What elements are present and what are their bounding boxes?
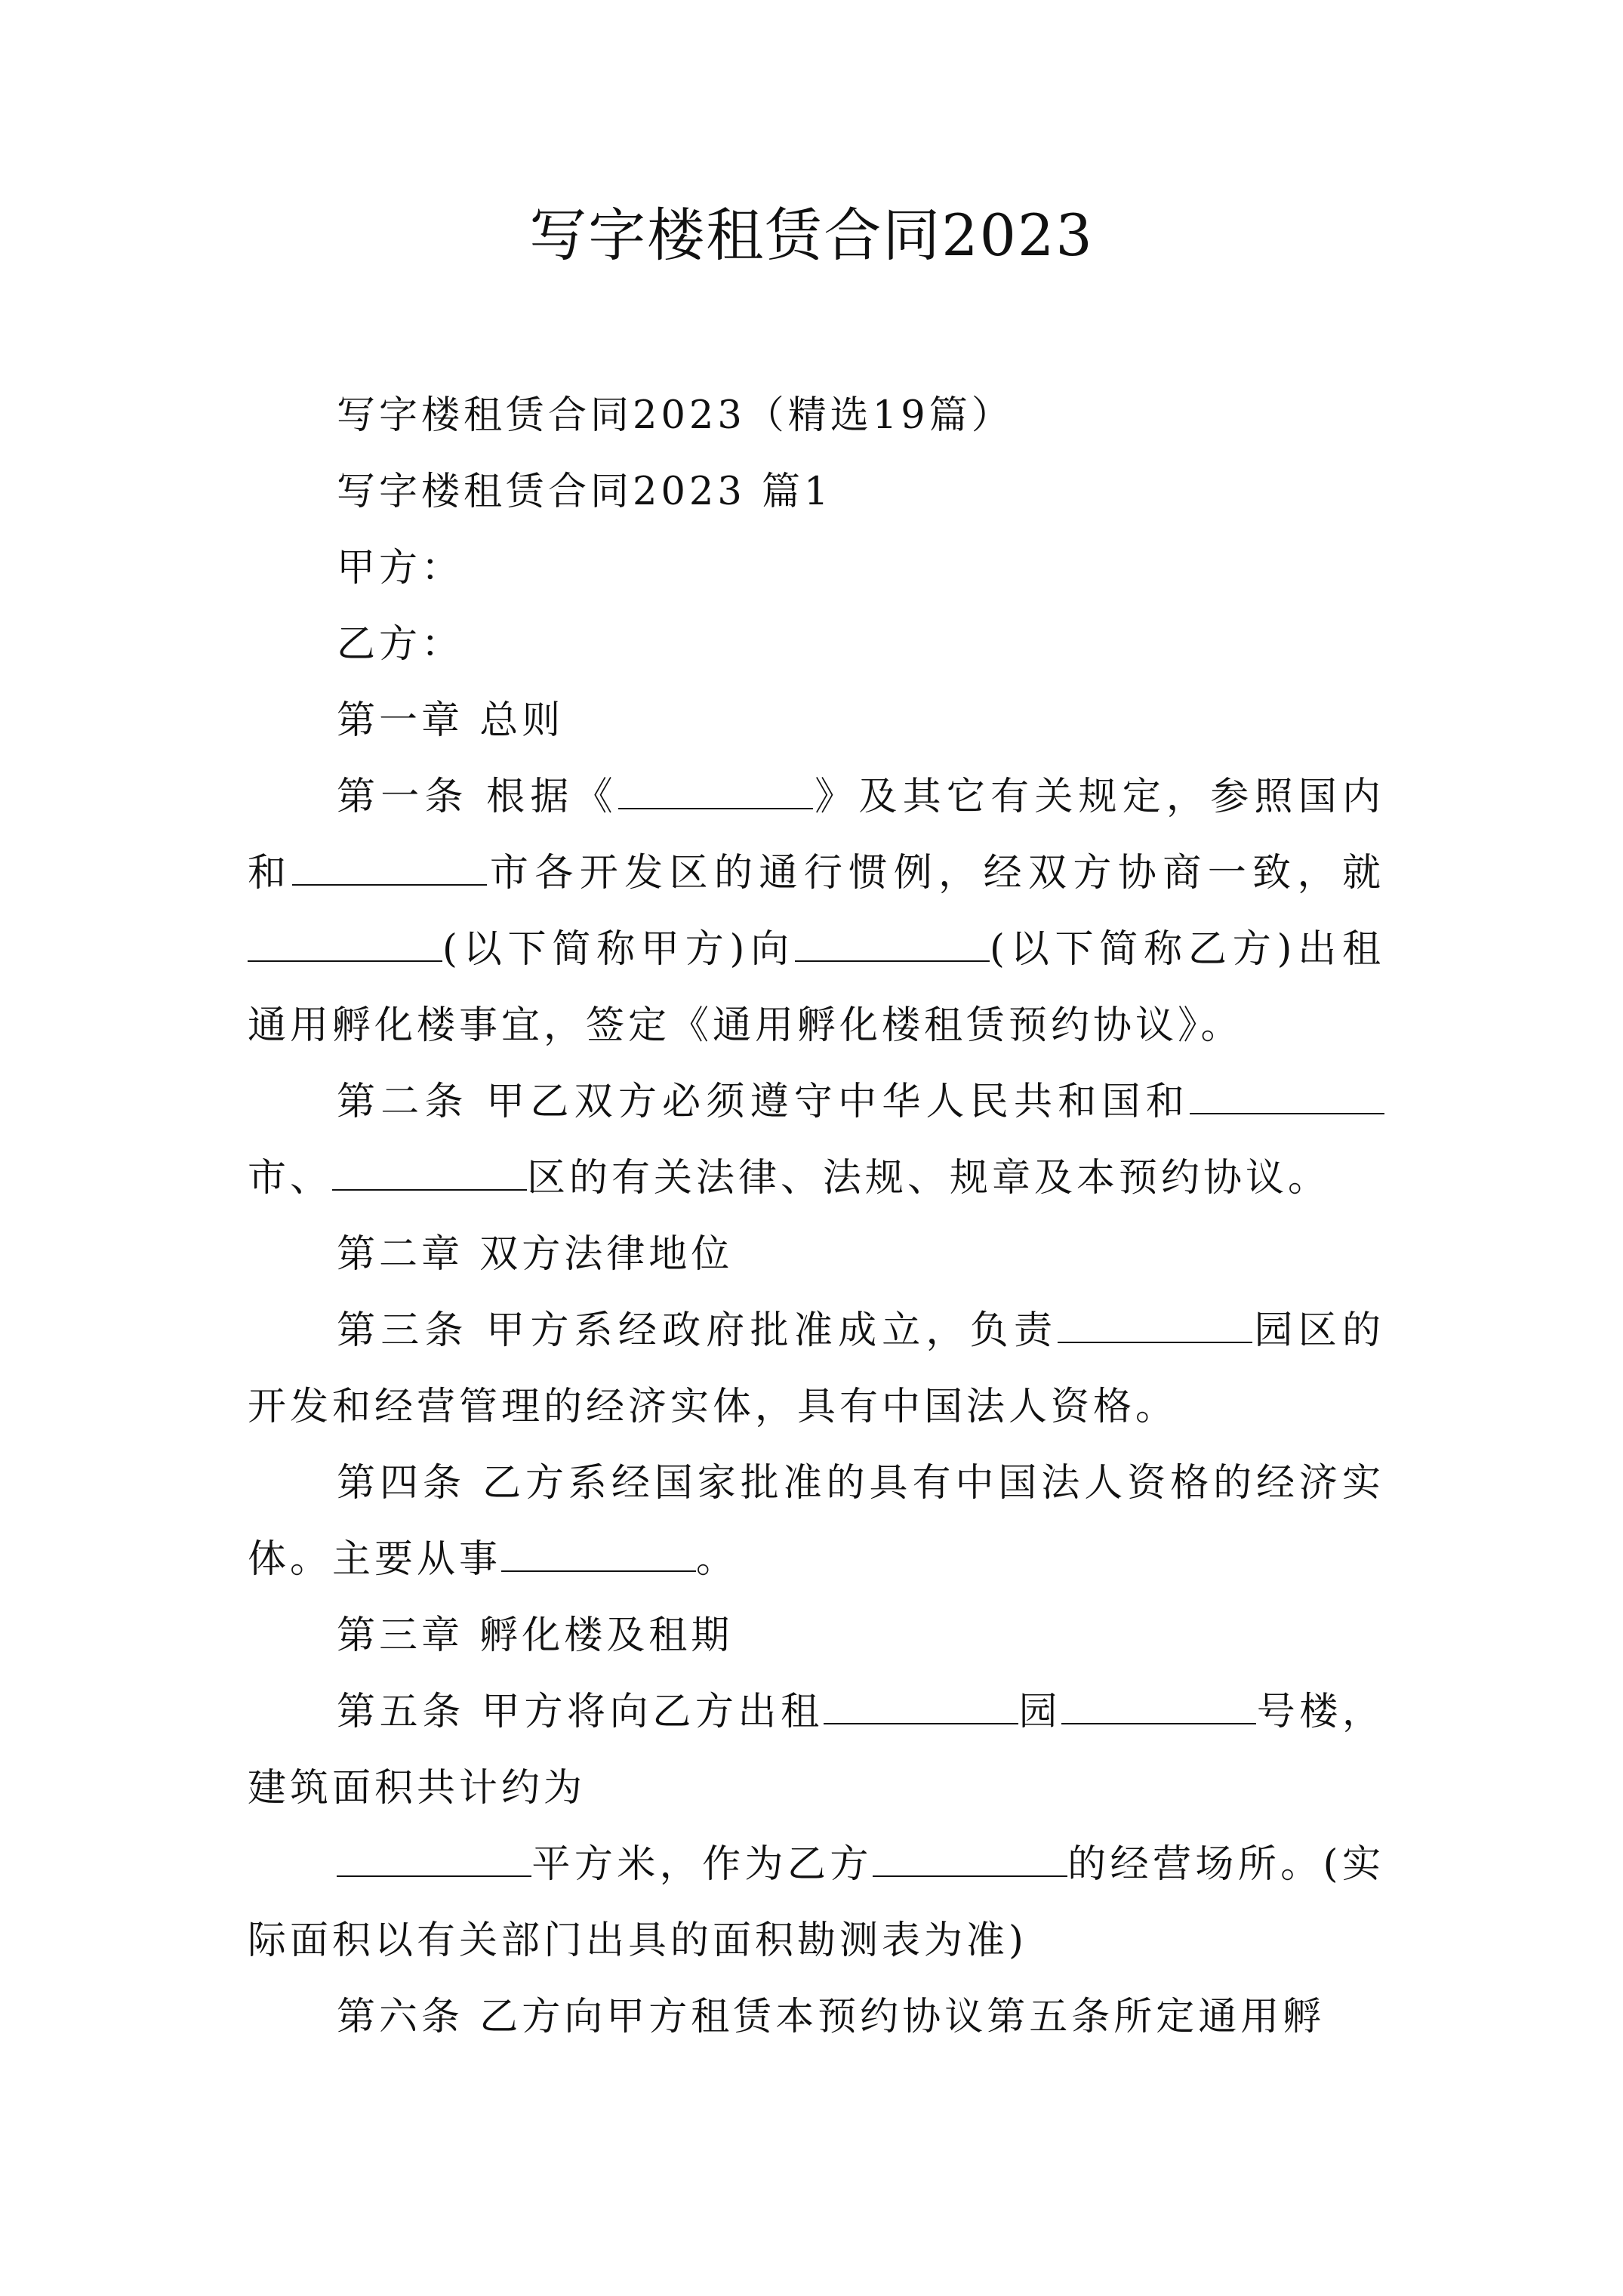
article-1-text-c: 市各开发区的通行惯例，经双方协商一致，就: [487, 851, 1384, 895]
article-5-text-b: 园: [1018, 1690, 1062, 1734]
article-heading: 写字楼租赁合同2023 篇1: [337, 470, 833, 514]
chapter-1-heading: 第一章 总则: [337, 698, 565, 743]
article-5-continued: [248, 1826, 1384, 1979]
chapter-2-heading: 第二章 双方法律地位: [337, 1232, 734, 1277]
article-3: [248, 1293, 1384, 1445]
article-2: [248, 1064, 1384, 1216]
article-5-text-a: 第五条 甲方将向乙方出租: [337, 1690, 824, 1734]
blank-line: [332, 1156, 527, 1191]
article-4-text-b: 。: [696, 1537, 739, 1582]
article-1-text-e: (以下简称乙方)出租通用孵化楼事宜，签定《通用孵化楼租赁预约协议》。: [248, 927, 1384, 1048]
party-a-line: 甲方：: [337, 546, 464, 590]
article-2-text-c: 区的有关法律、法规、规章及本预约协议。: [527, 1156, 1331, 1200]
blank-line: [824, 1690, 1018, 1724]
blank-line: [248, 927, 442, 962]
article-2-text-b: 市、: [248, 1156, 333, 1200]
article-1: [248, 759, 1384, 1064]
document-title: 写字楼租赁合同2023: [529, 202, 1094, 269]
article-3-text-b: 园区的开发和经营管理的经济实体，具有中国法人资格。: [248, 1308, 1384, 1429]
blank-line: [1058, 1308, 1252, 1343]
article-1-text-b: 》及其它有关规定，参照国内和: [248, 775, 1384, 895]
blank-line: [618, 775, 813, 809]
blank-line: [873, 1842, 1067, 1877]
article-1-text-a: 第一条 根据《: [337, 775, 618, 819]
blank-line: [1061, 1690, 1256, 1724]
article-5-text-e: 的经营场所。(实际面积以有关部门出具的面积勘测表为准): [248, 1842, 1384, 1963]
subtitle-line: 写字楼租赁合同2023（精选19篇）: [337, 393, 1014, 438]
chapter-3-heading: 第三章 孵化楼及租期: [337, 1613, 734, 1658]
article-1-text-d: (以下简称甲方)向: [442, 927, 795, 972]
article-2-text-a: 第二条 甲乙双方必须遵守中华人民共和国和: [337, 1080, 1190, 1124]
document-body: [248, 378, 1384, 2055]
article-5-text-d: 平方米，作为乙方: [531, 1842, 873, 1887]
article-5-text-c: 号楼，建筑面积共计约为: [248, 1690, 1384, 1811]
article-4-text-a: 第四条 乙方系经国家批准的具有中国法人资格的经济实体。主要从事: [248, 1461, 1384, 1582]
blank-line: [501, 1537, 696, 1572]
article-6: 第六条 乙方向甲方租赁本预约协议第五条所定通用孵: [337, 1995, 1326, 2039]
blank-line: [1190, 1080, 1384, 1114]
article-4: [248, 1445, 1384, 1598]
blank-line: [337, 1842, 531, 1877]
blank-line: [292, 851, 487, 886]
article-5: [248, 1674, 1384, 1826]
party-b-line: 乙方：: [337, 622, 464, 667]
blank-line: [795, 927, 990, 962]
article-3-text-a: 第三条 甲方系经政府批准成立，负责: [337, 1308, 1058, 1353]
